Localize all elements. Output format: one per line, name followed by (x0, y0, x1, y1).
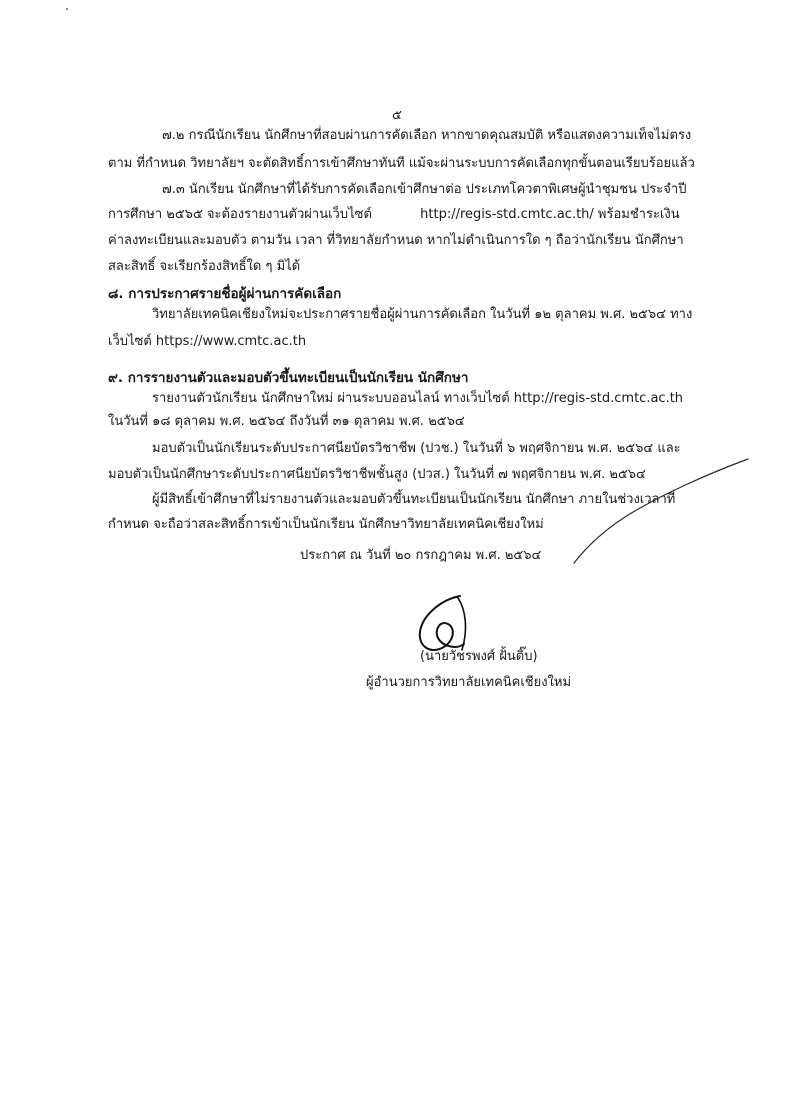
para-7-2-line-1: ๗.๒ กรณีนักเรียน นักศึกษาที่สอบผ่านการคัดเลือก หากขาดคุณสมบัติ หรือแสดงความเท็จไม่ตรง (162, 128, 692, 143)
para-7-3-line-3: ค่าลงทะเบียนและมอบตัว ตามวัน เวลา ที่วิทยาลัยกำหนด หากไม่ดำเนินการใด ๆ ถือว่านักเรียน นักศึกษา (108, 233, 684, 248)
section-9-line-2: ในวันที่ ๑๘ ตุลาคม พ.ศ. ๒๕๖๔ ถึงวันที่ ๓๑ ตุลาคม พ.ศ. ๒๕๖๔ (108, 414, 465, 429)
section-8-line-1: วิทยาลัยเทคนิคเชียงใหม่จะประกาศรายชื่อผู้ผ่านการคัดเลือก ในวันที่ ๑๒ ตุลาคม พ.ศ. ๒๕๖๔ ทาง (152, 307, 693, 322)
para-7-3-line-4: สละสิทธิ์ จะเรียกร้องสิทธิ์ใด ๆ มิได้ (108, 259, 301, 274)
para-7-3-line-2-text: การศึกษา ๒๕๖๕ จะต้องรายงานตัวผ่านเว็บไซต์ (108, 207, 372, 222)
section-9-heading: ๙. การรายงานตัวและมอบตัวขึ้นทะเบียนเป็นนักเรียน นักศึกษา (108, 370, 469, 386)
para-7-2-line-2: ตาม ที่กำหนด วิทยาลัยฯ จะตัดสิทธิ์การเข้าศึกษาทันที แม้จะผ่านระบบการคัดเลือกทุกขั้นตอนเรียบร้อยแล้ว (108, 156, 695, 171)
section-9-line-3: มอบตัวเป็นนักเรียนระดับประกาศนียบัตรวิชาชีพ (ปวช.) ในวันที่ ๖ พฤศจิกายน พ.ศ. ๒๕๖๔ และ (152, 441, 681, 456)
section-8-line-2: เว็บไซต์ https://www.cmtc.ac.th (108, 334, 307, 349)
section-9-line-1: รายงานตัวนักเรียน นักศึกษาใหม่ ผ่านระบบออนไลน์ ทางเว็บไซต์ http://regis-std.cmtc.ac.th (152, 391, 684, 406)
page-number: ๕ (392, 108, 402, 123)
scan-speck (66, 8, 68, 10)
para-7-3-line-1: ๗.๓ นักเรียน นักศึกษาที่ได้รับการคัดเลือกเข้าศึกษาต่อ ประเภทโควตาพิเศษผู้นำชุมชน ประจำปี (162, 182, 687, 197)
section-9-line-5: ผู้มีสิทธิ์เข้าศึกษาที่ไม่รายงานตัวและมอบตัวขึ้นทะเบียนเป็นนักเรียน นักศึกษา ภายในช่วงเวลาที่ (152, 492, 676, 507)
signer-name: (นายวัชรพงศ์ ฝั้นติ๊บ) (420, 649, 538, 664)
section-8-heading: ๘. การประกาศรายชื่อผู้ผ่านการคัดเลือก (108, 286, 342, 302)
registration-url: http://regis-std.cmtc.ac.th/ พร้อมชำระเงิน (420, 207, 680, 222)
section-9-line-4: มอบตัวเป็นนักศึกษาระดับประกาศนียบัตรวิชาชีพชั้นสูง (ปวส.) ในวันที่ ๗ พฤศจิกายน พ.ศ. ๒๕๖๔ (108, 467, 646, 482)
announcement-date: ประกาศ ณ วันที่ ๒๐ กรกฎาคม พ.ศ. ๒๕๖๔ (300, 548, 542, 563)
section-9-line-6: กำหนด จะถือว่าสละสิทธิ์การเข้าเป็นนักเรียน นักศึกษาวิทยาลัยเทคนิคเชียงใหม่ (108, 517, 544, 532)
signer-title: ผู้อำนวยการวิทยาลัยเทคนิคเชียงใหม่ (366, 675, 572, 690)
para-7-3-line-2 (108, 206, 680, 224)
pen-stroke-mark (570, 455, 750, 565)
